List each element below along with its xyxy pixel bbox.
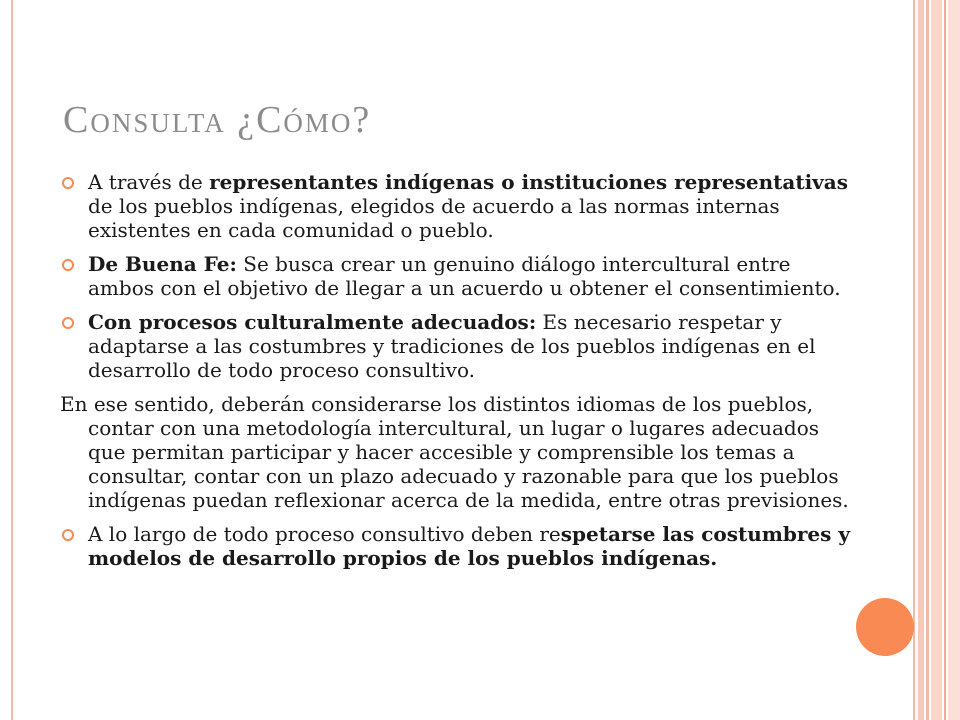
bullet-item bbox=[60, 252, 860, 300]
slide-content bbox=[60, 170, 860, 580]
decorative-stripes bbox=[918, 0, 960, 720]
paragraph bbox=[60, 392, 860, 512]
bullet-item bbox=[60, 170, 860, 242]
bullet-icon bbox=[62, 259, 74, 271]
body-text: A través de bbox=[88, 170, 210, 194]
body-text: En ese sentido, deberán considerarse los distintos idiomas de los pueblos, contar con una metodología intercultural, un lugar o lugares adecuados que permitan participar y hacer accesible y comprensible los temas a consultar, contar con un plazo adecuado y razonable para que los pueblos indígenas puedan reflexionar acerca de la medida, entre otras previsiones. bbox=[60, 392, 849, 512]
body-text: Se busca crear un genuino diálogo intercultural entre ambos con el objetivo de llegar a un acuerdo u obtener el consentimiento. bbox=[88, 252, 841, 300]
bullet-icon bbox=[62, 177, 74, 189]
bullet-icon bbox=[62, 317, 74, 329]
slide-title: Consulta ¿Cómo? bbox=[63, 99, 372, 141]
bullet-item bbox=[60, 522, 860, 570]
bold-text: De Buena Fe: bbox=[88, 252, 237, 276]
body-text: Es necesario respetar y adaptarse a las costumbres y tradiciones de los pueblos indígenas en el desarrollo de todo proceso consultivo. bbox=[88, 310, 816, 382]
bold-text: spetarse las costumbres y modelos de desarrollo propios de los pueblos indígenas. bbox=[88, 522, 851, 570]
body-text: de los pueblos indígenas, elegidos de acuerdo a las normas internas existentes en cada comunidad o pueblo. bbox=[88, 194, 780, 242]
bullet-icon bbox=[62, 529, 74, 541]
body-text: A lo largo de todo proceso consultivo deben re bbox=[88, 522, 561, 546]
bold-text: representantes indígenas o instituciones representativas bbox=[209, 170, 849, 194]
bullet-item bbox=[60, 310, 860, 382]
bold-text: Con procesos culturalmente adecuados: bbox=[88, 310, 537, 334]
decorative-circle bbox=[856, 598, 914, 656]
